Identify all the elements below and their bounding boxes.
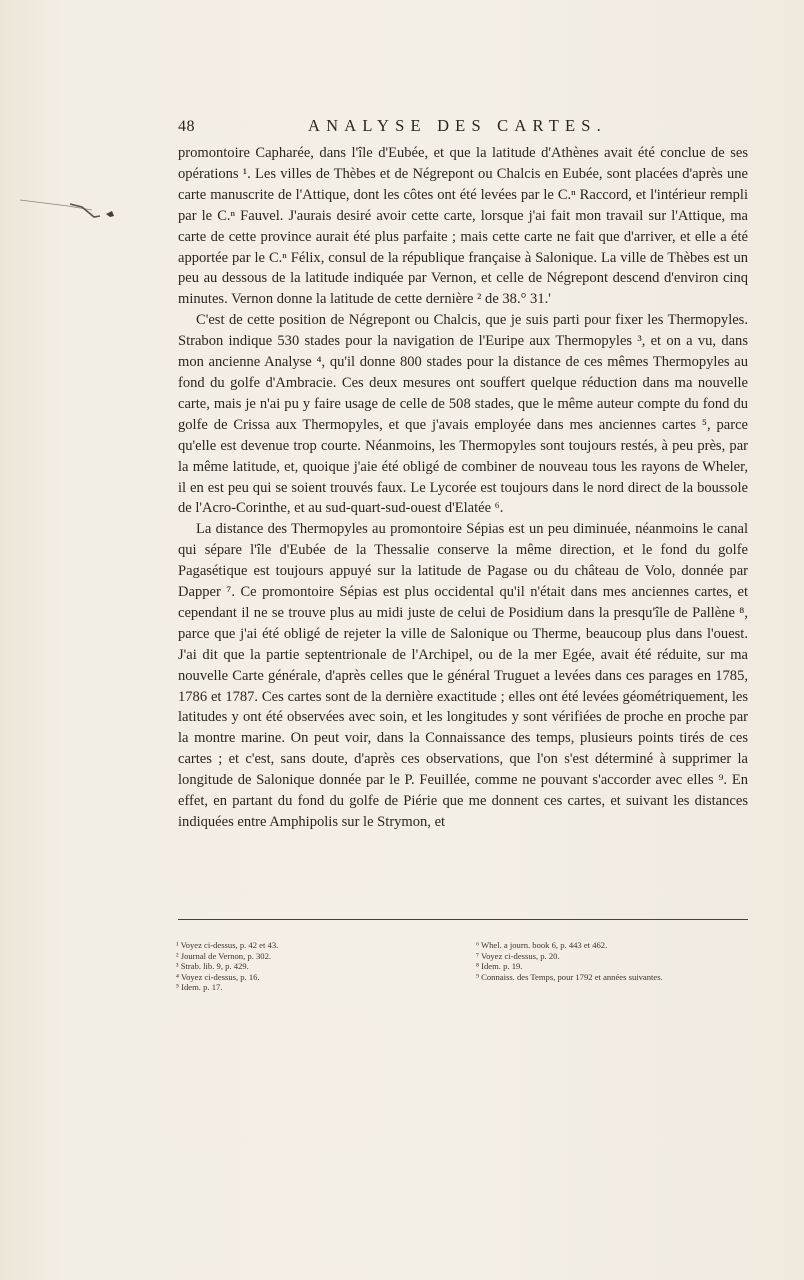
paragraph: C'est de cette position de Négrepont ou Chalcis, que je suis parti pour fixer les Thermopyles. Strabon indique 530 stades pour la navigation de l'Euripe aux Thermopyles ³, et on a vu, dans mon ancienne Analyse ⁴, qu'il donne 800 stades pour la distance de ces mêmes Thermopyles au fond du golfe d'Ambracie. Ces deux mesures ont souffert quelque réduction dans ma nouvelle carte, mais je n'ai pu y faire usage de celle de 508 stades, que le même auteur compte du fond du golfe de Crissa aux Thermopyles, et que j'avais employée dans mes anciennes cartes ⁵, parce qu'elle est devenue trop courte. Néanmoins, les Thermopyles sont toujours restés, à peu près, par la même latitude, et, quoique j'aie été obligé de combiner de nouveau tous les rayons de Wheler, il en est peu qui se soient trouvés faux. Le Lycorée est toujours dans le nord direct de la boussole de l'Acro-Corinthe, et au sud-quart-sud-ouest d'Elatée ⁶. [178,312,748,517]
pencil-annotation-mark [18,196,128,226]
body-text [178,143,748,833]
footnote: ⁶ Whel. a journ. book 6, p. 443 et 462. [476,940,608,950]
page-number: 48 [178,118,195,135]
footnote: ⁸ Idem. p. 19. [476,961,523,972]
footnote: ² Journal de Vernon, p. 302. [176,950,272,961]
footnote: ⁵ Idem. p. 17. [176,982,223,993]
paragraph: La distance des Thermopyles au promontoire Sépias est un peu diminuée, néanmoins le canal qui sépare l'île d'Eubée de la Thessalie conserve la même direction, et le fond du golfe Pagasétique est toujours appuyé sur la latitude de Pagase ou du château de Volo, donnée par Dapper ⁷. Ce promontoire Sépias est plus occidental qu'il n'était dans mes anciennes cartes, et cependant il ne se trouve plus au midi juste de celui de Posidium dans la presqu'île de Pallène ⁸, parce que j'ai été obligé de rejeter la ville de Salonique ou Therme, beaucoup plus dans l'ouest. J'ai dit que la partie septentrionale de l'Archipel, ou de la mer Egée, avait été réduite, sur ma nouvelle Carte générale, d'après celles que le général Truguet a levées dans ces parages en 1785, 1786 et 1787. Ces cartes sont de la dernière exactitude ; elles ont été levées géométriquement, les latitudes y ont été observées avec soin, et les longitudes y sont vérifiées de proche en proche par la montre marine. On peut voir, dans la Connaissance des temps, plusieurs points tirés de ces cartes ; et c'est, sans doute, d'après ces observations, que l'on s'est déterminé à supprimer la longitude de Salonique donnée par le P. Feuillée, comme ne pouvant s'accorder avec elles ⁹. En effet, en partant du fond du golfe de Piérie que me donnent ces cartes, et suivant les distances indiquées entre Amphipolis sur le Strymon, et [178,521,748,830]
footnotes-right-column [476,940,756,982]
footnote: ⁴ Voyez ci-dessus, p. 16. [176,971,260,982]
footnote: ⁹ Connaiss. des Temps, pour 1792 et années suivantes. [476,971,663,982]
running-title: ANALYSE DES CARTES. [308,116,607,135]
footnote-divider [178,919,748,920]
footnote: ¹ Voyez ci-dessus, p. 42 et 43. [176,940,279,950]
footnotes-left-column [176,940,466,993]
footnote: ³ Strab. lib. 9, p. 429. [176,961,249,972]
paragraph: promontoire Capharée, dans l'île d'Eubée, et que la latitude d'Athènes avait été conclue de ses opérations ¹. Les villes de Thèbes et de Négrepont ou Chalcis en Eubée, sont placées d'après une carte manuscrite de l'Attique, dont les côtes ont été levées par le C.ⁿ Raccord, et l'intérieur rempli par le C.ⁿ Fauvel. J'aurais desiré avoir cette carte, lorsque j'ai fait mon travail sur l'Attique, ma carte de cette province aurait été plus parfaite ; mais cette carte ne fait que d'arriver, et elle a été apportée par le C.ⁿ Félix, consul de la république française à Salonique. La ville de Thèbes est un peu au dessous de la latitude indiquée par Vernon, et celle de Négrepont descend d'environ cinq minutes. Vernon donne la latitude de cette dernière ² de 38.° 31.' [178,145,748,308]
footnote: ⁷ Voyez ci-dessus, p. 20. [476,950,560,961]
page-header [178,116,748,140]
